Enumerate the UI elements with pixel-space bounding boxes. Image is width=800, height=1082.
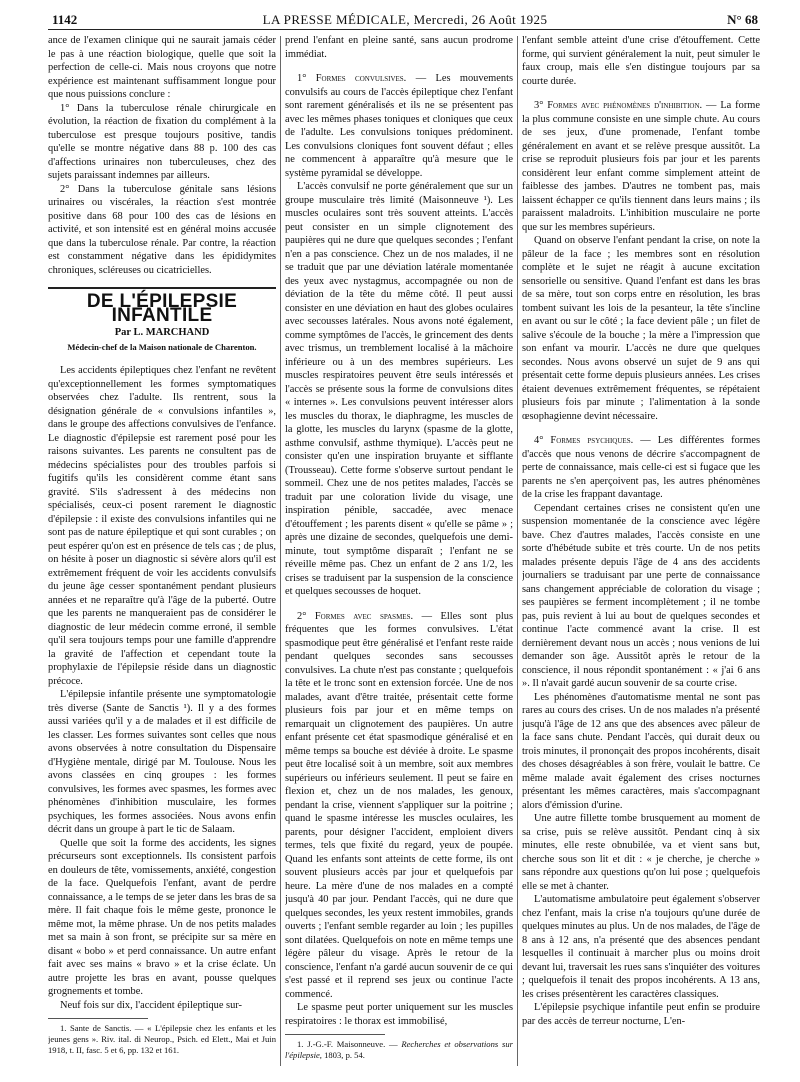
paragraph: 1° Dans la tuberculose rénale chirurgicale en évolution, la réaction de fixation du complément à la tuberculose est presque toujours positive, tandis qu'elle se montre négative dans 88 p. 100 des cas d'affections urinaires non tuberculeuses, chez des sujets paraissant indemnes par ailleurs. — [48, 102, 276, 181]
column-3 — [522, 34, 760, 1079]
article-author: Par L. MARCHAND — [114, 327, 210, 338]
journal-title: LA PRESSE MÉDICALE, Mercredi, 26 Août 1925 — [262, 12, 548, 27]
paragraph: L'accès convulsif ne porte généralement que sur un groupe musculaire très limité (Maisonneuve ¹). Les muscles oculaires sont très souvent atteints. L'accès peut consister en un simple clignotement des paupières qui ne dure que quelques secondes ; l'enfant n'en a pas conscience. Chez un de nos malades, il ne se traduit que par une déviation latérale momentanée des yeux avec nystagmus, accompagnée ou non de déviation de la tête du même côté. Il peut aussi consister en une déviation en haut des globes oculaires avec secousses latérales. Nous avons noté également, comme symptômes de l'accès, le grincement des dents avec trismus, un tremblement localisé à la mâchoire inférieure ou à un des membres supérieurs. Les muscles respiratoires peuvent être seuls intéressés et l'accès se présente sous la forme de convulsions dites « internes ». Les convulsions peuvent intéresser alors les muscles du thorax, le diaphragme, les muscles de la glotte, les muscles du larynx (spasme de la glotte, asthme convulsif, asthme thymique). L'accès peut ne consister qu'en une inspiration bruyante et sifflante (Trousseau). Cette forme s'observe surtout pendant le sommeil. Chez une de nos petites malades, l'accès se traduit par une coloration livide du visage, une inspiration pénible, saccadée, avec menace d'étouffement ; les parents disent « qu'elle se pâme » ; après une dizaine de secondes, quelquefois une demi-minute, tout symptôme disparaît ; l'enfant ne se réveille même pas. Chez un enfant de 2 ans 1/2, les crises se traduisent par la suspension de la conscience et quelques secousses de hoquet. — [285, 181, 513, 597]
page-number: 1142 — [52, 12, 78, 27]
paragraph: prend l'enfant en pleine santé, sans aucun prodrome immédiat. — [285, 35, 513, 60]
paragraph: ance de l'examen clinique qui ne saurait jamais céder le pas à une réaction biologique, quelle que soit la perfection de celle-ci. Mais nous croyons que notre expérience est maintenant suffisamment longue pour que nous puissions conclure : — [48, 35, 276, 100]
section-heading: 4° Formes psychiques. — [534, 435, 634, 446]
paragraph: Quelle que soit la forme des accidents, les signes précurseurs sont exceptionnels. Ils consistent parfois en douleurs de tête, vomissements, anxiété, congestion de la face. Quelquefois l'enfant, avant de perdre connaissance, a le temps de se jeter dans les bras de sa mère. Il fait chaque fois le même geste, prononce le même mot, la même phrase. Un de nos petits malades met sa main à son front, se précipite sur sa mère en disant « bobo » et perd connaissance. Un autre enfant fait avec ses mains « bravo » et la crise éclate. Un autre projette les bras en avant, pousse quelques grognements et tombe. — [48, 837, 276, 997]
column-divider — [280, 36, 281, 1066]
paragraph: 2° Dans la tuberculose génitale sans lésions urinaires ou viscérales, la réaction s'est montrée positive dans 68 pour 100 des cas de lésions en activité, et son intensité est en général moins accusée que dans la tuberculose rénale. Par contre, la réaction est constamment négative dans les épididymites chroniques, scléreuses ou cicatricielles. — [48, 183, 276, 276]
paragraph: l'enfant semble atteint d'une crise d'étouffement. Cette forme, qui survient généralement la nuit, peut simuler le faux croup, mais elle s'en distingue toujours par sa courte durée. — [522, 35, 760, 87]
section-heading: 2° Formes avec spasmes. — [297, 610, 414, 622]
issue-number: N° 68 — [727, 12, 758, 27]
section-paragraph: 3° Formes avec phénomènes d'inhibition. — La forme la plus commune consiste en une simple chute. Au cours de ses jeux, d'une promenade, l'enfant tombe généralement en avant et se relève presque aussitôt. La crise se reproduit plusieurs fois par jour et les parents considèrent leur enfant comme simplement atteint de faiblesse des jambes. D'autres ne tombent pas, mais laissent échapper ce qu'ils tiennent dans leurs mains ; ils paraissent maladroits. L'inhibition musculaire ne porte que sur les membres supérieurs. — [522, 100, 760, 233]
paragraph: Les phénomènes d'automatisme mental ne sont pas rares au cours des crises. Un de nos malades n'a présenté jusqu'à l'âge de 12 ans que des absences avec pâleur de la face sans chute. Pendant l'accès, qui durait deux ou trois minutes, il prononçait des propos incohérents, disait des choses désagréables à son frère, voulait le battre. Ce même malade avait également des crises nocturnes présentant les mêmes caractères, mais s'accompagnant alors d'émission d'urine. — [522, 691, 760, 811]
column-2 — [285, 34, 513, 1079]
paragraph: Quand on observe l'enfant pendant la crise, on note la pâleur de la face ; les membres sont en résolution complète et le sujet ne réagit à aucune excitation sensorielle ou sensitive. Quand l'enfant est dans les bras de sa mère, tout son corps entre en résolution, les bras tombent suivant les lois de la pesanteur, la tête s'incline en avant ou sur le côté ; la face devient pâle ; un filet de salive s'écoule de la bouche ; la mère a l'impression que son enfant va mourir. L'accès ne dure que quelques secondes. Nous avons observé un sujet de 9 ans qui présentait cette forme depuis plusieurs années. Les crises étaient devenues extrêmement fréquentes, se répétaient plusieurs fois par minute ; l'alimentation à la sonde œsophagienne devint nécessaire. — [522, 235, 760, 422]
column-1 — [48, 34, 276, 1079]
paragraph: Les accidents épileptiques chez l'enfant ne revêtent qu'exceptionnellement les formes symptomatiques observées chez l'adulte. Ils rentrent, sous la désignation générale de « convulsions infantiles », dans le groupe des affections convulsives de l'enfance. Le diagnostic d'épilepsie est rarement posé pour les raisons suivantes. Les parents ne consultent pas de médecins spécialistes pour des troubles parfois si fugitifs qu'ils les considèrent comme étant sans gravité. S'ils s'adressent à des médecins non spécialisés, ceux-ci posent rarement le diagnostic d'épilepsie : il existe des convulsions infantiles qui ne sont pas de nature épileptique et qui sont curables ; on peut espérer qu'on est en présence de tels cas ; de plus, on hésite à poser un diagnostic si sévère alors qu'il est extrêmement fréquent de voir les accidents convulsifs du jeune âge cesser spontanément pendant plusieurs années et ne reparaître qu'à l'âge de la puberté. Outre que les parents ne manqueraient pas de considérer le diagnostic de leur médecin comme erroné, il semble qu'il sera toujours temps pour une famille d'apprendre la gravité de l'affection et cependant toute la prophylaxie de l'épilepsie réside dans un diagnostic précoce. — [48, 365, 276, 687]
section-paragraph: 1° Formes convulsives. — Les mouvements convulsifs au cours de l'accès épileptique chez l'enfant sont rarement généralisés et ils ne se présentent pas avec les mêmes phases toniques et cloniques que ceux de l'adulte. Les convulsions toniques prédominent. Les convulsions cloniques font souvent défaut ; elles ne commencent à apparaître qu'à mesure que le système pyramidal se développe. — [285, 73, 513, 179]
paragraph: L'automatisme ambulatoire peut également s'observer chez l'enfant, mais la crise n'a toujours qu'une durée de quelques minutes au plus. Un de nos malades, de l'âge de 8 ans à 12 ans, n'a présenté que des absences pendant lesquelles il continuait à marcher plus ou moins droit devant lui, traversait les rues sans s'inquiéter des voitures ; quelquefois il tenait des propos incohérents. A 13 ans, les crises présentèrent les caractères classiques. — [522, 894, 760, 1000]
paragraph: Neuf fois sur dix, l'accident épileptique sur- — [60, 999, 243, 1011]
section-rule — [48, 287, 276, 289]
section-paragraph: 4° Formes psychiques. — Les différentes formes d'accès que nous venons de décrire s'accompagnent de perte de connaissance, mais celle-ci est si fugace que les parents ne s'en aperçoivent pas, les autres phénomènes de la crise les frappant davantage. — [522, 435, 760, 500]
paragraph: Cependant certaines crises ne consistent qu'en une suspension momentanée de la conscience avec légère bave. Chez d'autres malades, l'accès consiste en une sorte d'hébétude subite et très courte. Un de nos petits malades présente depuis l'âge de 4 ans des accidents journaliers se traduisant par une perte de connaissance sans changement appréciable de coloration du visage ; ses paupières se ferment incomplètement ; il ne tombe pas, puis revient à lui au bout de quelques secondes et continue l'acte commencé avant la crise. Il est dernièrement devant nous un accès ; nous venions de lui demander son âge. Aussitôt après le retour de la conscience, il nous répondit spontanément : « j'ai 6 ans ». Il n'avait gardé aucun souvenir de sa courte crise. — [522, 502, 760, 689]
paragraph: L'épilepsie infantile présente une symptomatologie très diverse (Sante de Sanctis ¹). Il y a des formes aussi variées qu'il y a de malades et il est difficile de les classer. Les formes suivantes sont celles que nous avons observées à notre consultation du Dispensaire d'Hygiène mentale, dirigé par M. Toulouse. Nous les avons classées en cinq groupes : les formes convulsives, les formes avec spasmes, les formes avec phénomènes d'inhibition musculaire, les formes psychiques, les formes associées. Nous avons enfin décrit dans un groupe à part le tic de Salaam. — [48, 689, 276, 835]
header-rule — [48, 29, 760, 30]
section-heading: 1° Formes convulsives. — [297, 73, 407, 84]
paragraph: Une autre fillette tombe brusquement au moment de sa crise, puis se relève aussitôt. Pendant cinq à six minutes, elle reste obnubilée, va et vient sans but, cherche sous son lit et dit : « je cherche, je cherche » sans répondre aux questions qu'on lui pose ; quelquefois elle se met à chanter. — [522, 813, 760, 892]
section-paragraph: 2° Formes avec spasmes. — Elles sont plus fréquentes que les formes convulsives. L'état spasmodique peut être généralisé et l'enfant reste raide pendant quelques secondes sans secousses convulsives. La chute n'est pas constante ; quelquefois la tête et le tronc sont en extension forcée. Une de nos malades, avant d'être traitée, présentait cette forme plusieurs fois par jour et en même temps on remarquait un clignotement des paupières. Un autre enfant présente cet état spasmodique généralisé et en même temps sa bouche est déviée à droite. Le spasme peut être localisé soit à un membre, soit aux membres supérieurs ou inférieurs seulement. Il peut se faire en flexion et, chez un de nos malades, les genoux, pendant la crise, viennent s'appliquer sur la poitrine ; quand le spasme intéresse les muscles oculaires, les parents, pour désigner l'accident, emploient divers termes, tels que fixité du regard, yeux de poupée. Quand les enfants sont atteints de cette forme, ils ont souvent plusieurs accès par jour et quelquefois par heure. La mère d'une de nos malades en a compté jusqu'à 40 par jour. Pendant l'accès, qui ne dure que quelques secondes, les yeux restent immobiles, grands ouverts ; l'enfant semble regarder au loin ; les pupilles sont dilatées. Quelquefois on note en même temps une légère pâleur du visage. Après le retour de la conscience, l'enfant n'a gardé aucun souvenir de ce qui s'est passé et il reprend ses jeux ou continue l'acte commencé. — [285, 610, 513, 1000]
author-affiliation: Médecin-chef de la Maison nationale de Charenton. — [67, 341, 257, 352]
paragraph: Le spasme peut porter uniquement sur les muscles respiratoires : le thorax est immobilisé, — [285, 1002, 513, 1027]
footnote-rule — [285, 1034, 385, 1035]
paragraph: L'épilepsie psychique infantile peut enfin se produire par des accès de terreur nocturne, L'en- — [522, 1002, 760, 1027]
column-divider — [517, 36, 518, 1066]
article-title: DE L'ÉPILEPSIE INFANTILE — [86, 291, 238, 326]
footnote: 1. Sante de Sanctis. — « L'épilepsie chez les enfants et les jeunes gens ». Riv. ital. di Neurop., Psich. ed Elett., Mai et Juin 1918, t. II, fasc. 5 et 6, pp. 132 et 161. — [48, 1023, 276, 1055]
section-heading: 3° Formes avec phénomènes d'inhibition. — [534, 100, 703, 111]
footnote-rule — [48, 1018, 148, 1019]
footnote: 1. J.-G.-F. Maisonneuve. — Recherches et observations sur l'épilepsie, 1803, p. 54. — [285, 1039, 513, 1060]
